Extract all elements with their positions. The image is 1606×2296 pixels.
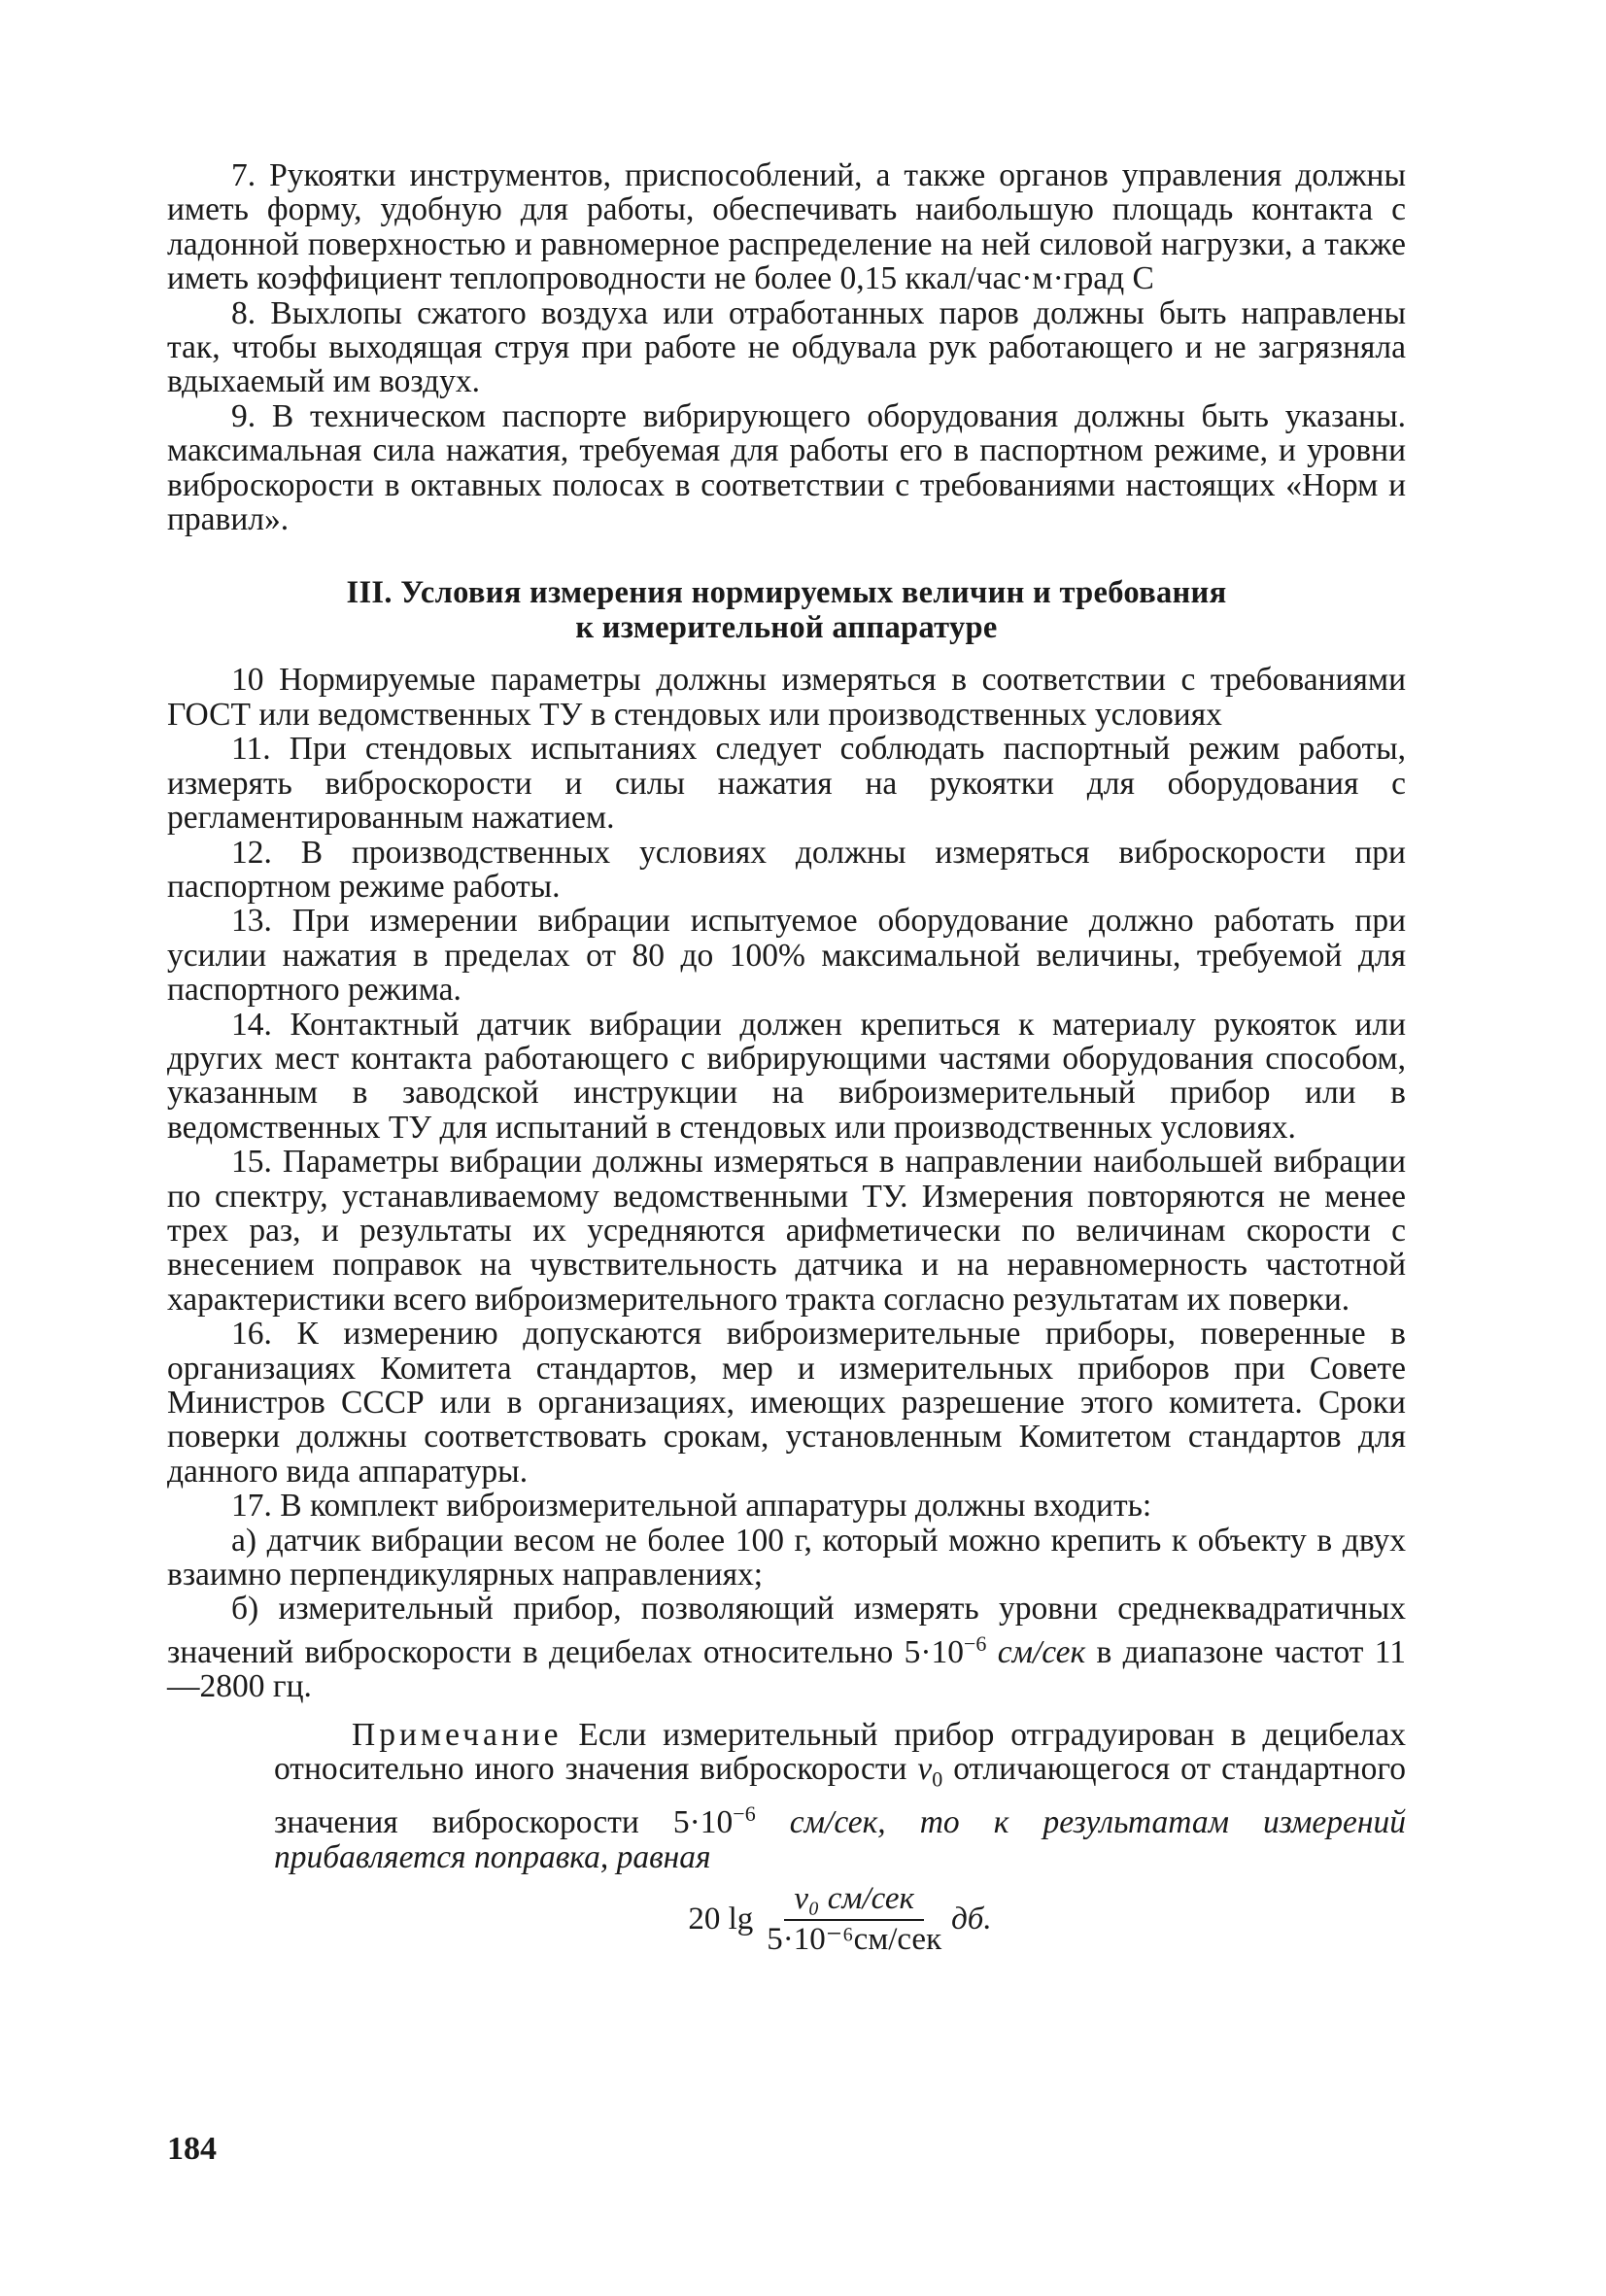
paragraph-12: 12. В производственных условиях должны измеряться виброскорости при паспортном режиме работы. bbox=[167, 834, 1406, 905]
paragraph-10: 10 Нормируемые параметры должны измеряться в соответствии с требованиями ГОСТ или ведомственных ТУ в стендовых или производственных условиях bbox=[167, 662, 1406, 733]
paragraph-11: 11. При стендовых испытаниях следует соблюдать паспортный режим работы, измерять виброскорости и силы нажатия на рукоятки для оборудования с регламентированным нажатием. bbox=[167, 731, 1406, 837]
item-b-tail: в диапазоне частот 11—2800 гц. bbox=[167, 1634, 1406, 1705]
paragraph-7: 7. Рукоятки инструментов, приспособлений, а также органов управления должны иметь форму, удобную для работы, обеспечивать наибольшую площадь контакта с ладонной поверхностью и равномерное распределение на ней силовой нагрузки, а также иметь коэффициент теплопроводности не более 0,15 ккал/час·м·град С bbox=[167, 157, 1406, 297]
note-v-subscript: 0 bbox=[932, 1766, 943, 1792]
note-label: Примечание bbox=[352, 1716, 563, 1753]
note-text-1: Если измерительный прибор отградуирован в децибелах относительно иного значения виброскорости bbox=[274, 1716, 1406, 1788]
item-b-exponent: −6 bbox=[963, 1630, 987, 1656]
paragraph-8: 8. Выхлопы сжатого воздуха или отработанных паров должны быть направлены так, чтобы выходящая струя при работе не обдувала рук работающего и не загрязняла вдыхаемый им воздух. bbox=[167, 294, 1406, 400]
document-page bbox=[167, 158, 1406, 1957]
formula-lead: 20 lg bbox=[688, 1901, 754, 1936]
section-heading-line-2: к измерительной аппаратуре bbox=[575, 610, 998, 646]
formula-numerator: v₀ см/сек bbox=[784, 1882, 924, 1920]
item-a: а) датчик вибрации весом не более 100 г, который можно крепить к объекту в двух взаимно перпендикулярных направлениях; bbox=[167, 1522, 1406, 1593]
paragraph-15: 15. Параметры вибрации должны измеряться в направлении наибольшей вибрации по спектру, устанавливаемому ведомственными ТУ. Измерения повторяются не менее трех раз, и результаты их усредняются арифметически по величинам скорости с внесением поправок на чувствительность датчика и на неравномерность частотной характеристики всего виброизмерительного тракта согласно результатам их поверки. bbox=[167, 1144, 1406, 1318]
formula-unit: дб. bbox=[951, 1901, 992, 1936]
item-b-text: б) измерительный прибор, позволяющий измерять уровни среднеквадратичных значений виброскорости в децибелах относительно 5·10 bbox=[167, 1591, 1406, 1670]
paragraphs-before bbox=[167, 158, 1406, 536]
paragraph-9: 9. В техническом паспорте вибрирующего оборудования должны быть указаны. максимальная сила нажатия, требуемая для работы его в паспортном режиме, и уровни виброскорости в октавных полосах в соответствии с требованиями настоящих «Норм и правил». bbox=[167, 397, 1406, 538]
note-v-symbol: v bbox=[917, 1751, 933, 1788]
paragraph-16: 16. К измерению допускаются виброизмерительные приборы, поверенные в организациях Комитета стандартов, мер и измерительных приборов при Совете Министров СССР или в организациях, имеющих разрешение этого комитета. Сроки поверки должны соответствовать срокам, установленным Комитетом стандартов для данного вида аппаратуры. bbox=[167, 1316, 1406, 1490]
formula-fraction bbox=[767, 1882, 941, 1957]
correction-formula bbox=[167, 1882, 1406, 1957]
note-paragraph bbox=[274, 1718, 1406, 1874]
paragraph-17: 17. В комплект виброизмерительной аппаратуры должны входить: bbox=[231, 1488, 1152, 1525]
note-block bbox=[274, 1718, 1406, 1874]
section-heading bbox=[167, 575, 1406, 645]
paragraph-14: 14. Контактный датчик вибрации должен крепиться к материалу рукояток или других мест контакта работающего с вибрирующими частями оборудования способом, указанным в заводской инструкции на виброизмерительный прибор или в ведомственных ТУ для испытаний в стендовых или производственных условиях. bbox=[167, 1006, 1406, 1146]
item-b-unit: см/сек bbox=[986, 1634, 1086, 1670]
note-text-3: см/сек, то к результатам измерений прибавляется поправка, равная bbox=[274, 1804, 1406, 1875]
note-text-2: отличающегося от стандартного значения виброскорости 5·10 bbox=[274, 1751, 1406, 1841]
page-number: 184 bbox=[167, 2131, 217, 2167]
note-exponent: −6 bbox=[733, 1801, 756, 1827]
paragraphs-after bbox=[167, 663, 1406, 1703]
paragraph-13: 13. При измерении вибрации испытуемое оборудование должно работать при усилии нажатия в пределах от 80 до 100% максимальной величины, требуемой для паспортного режима. bbox=[167, 903, 1406, 1009]
item-b bbox=[167, 1592, 1406, 1703]
section-gap bbox=[167, 536, 1406, 575]
section-heading-line-1: III. Условия измерения нормируемых величин и требования bbox=[346, 575, 1227, 611]
formula-denominator: 5·10⁻⁶см/сек bbox=[767, 1921, 942, 1957]
